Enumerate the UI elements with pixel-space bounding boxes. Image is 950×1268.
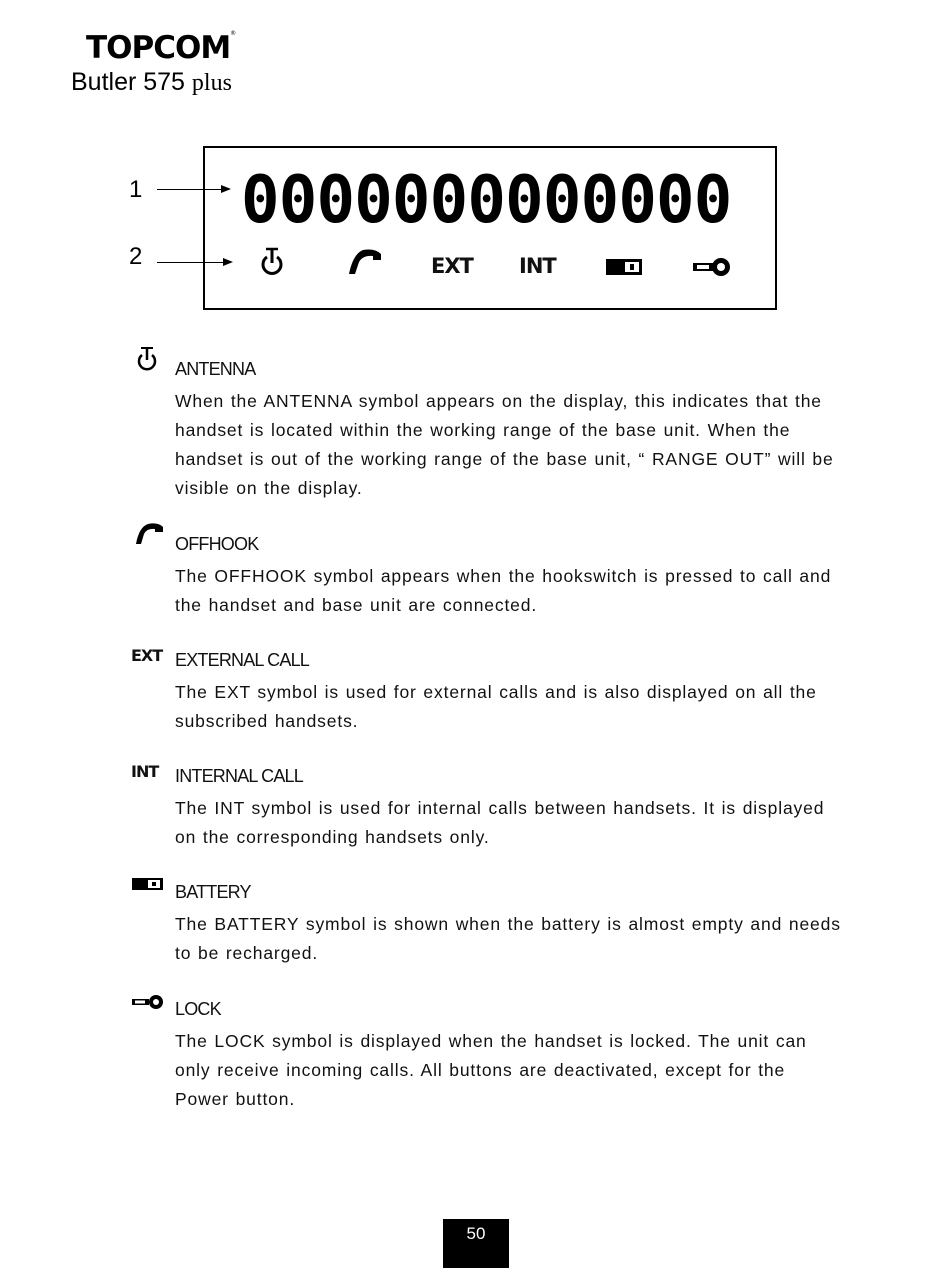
battery-icon <box>605 258 645 281</box>
antenna-icon <box>257 246 287 281</box>
offhook-icon <box>133 522 165 551</box>
section-body: The INT symbol is used for internal calls between handsets. It is displayed on the corresponding handsets only. <box>175 798 825 847</box>
model-title <box>71 68 232 97</box>
ext-icon: EXT <box>131 646 163 665</box>
section-title: INTERNAL CALL <box>175 766 303 786</box>
section-title: OFFHOOK <box>175 534 259 554</box>
int-icon: INT <box>131 762 159 781</box>
brand-logo <box>86 30 235 66</box>
section-body: The EXT symbol is used for external calls and is also displayed on all the subscribed handsets. <box>175 682 817 731</box>
callout-2-label: 2 <box>129 243 143 270</box>
section-title: EXTERNAL CALL <box>175 650 309 670</box>
section-title: ANTENNA <box>175 359 256 379</box>
model-suffix: plus <box>191 70 232 96</box>
registered-mark: ® <box>230 30 236 37</box>
section-body: The BATTERY symbol is shown when the battery is almost empty and needs to be recharged. <box>175 914 841 963</box>
ext-icon: EXT <box>431 254 473 278</box>
lcd-display-diagram <box>203 146 777 310</box>
section-title: BATTERY <box>175 882 251 902</box>
offhook-icon <box>345 248 383 281</box>
callout-1-label: 1 <box>129 176 143 203</box>
section-title: LOCK <box>175 999 221 1019</box>
antenna-icon <box>135 345 159 378</box>
int-icon: INT <box>519 254 556 278</box>
lcd-digit-row: 0000000000000 <box>241 162 732 239</box>
section-body: When the ANTENNA symbol appears on the display, this indicates that the handset is located within the working range of the base unit. When the handset is out of the working range of the base unit, “ RANGE OUT” will be visible on the display. <box>175 391 834 498</box>
page-number: 50 <box>443 1219 509 1268</box>
battery-icon <box>131 877 165 896</box>
section-body: The OFFHOOK symbol appears when the hookswitch is pressed to call and the handset and base unit are connected. <box>175 566 832 615</box>
model-name: Butler 575 <box>71 68 185 96</box>
section-body: The LOCK symbol is displayed when the handset is locked. The unit can only receive incoming calls. All buttons are deactivated, except for the Power button. <box>175 1031 807 1109</box>
lock-icon <box>691 256 733 283</box>
lock-icon <box>131 993 165 1016</box>
brand-name: TOPCOM <box>86 30 231 66</box>
